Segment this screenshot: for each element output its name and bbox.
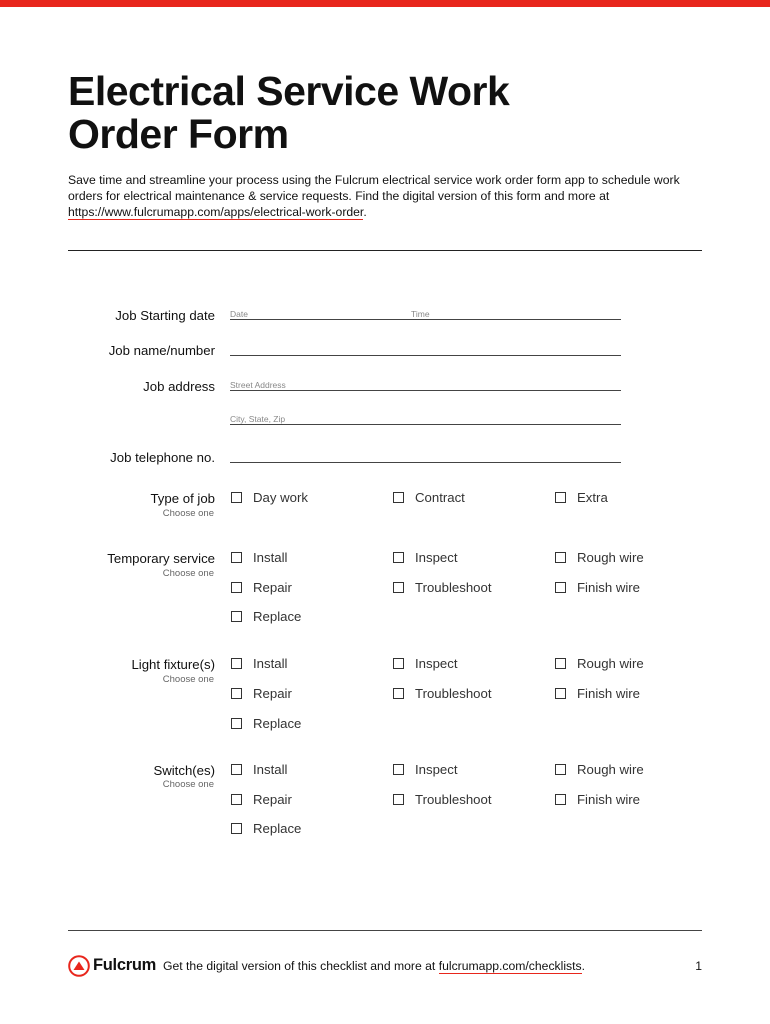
option-label: Install	[253, 762, 288, 777]
checkbox[interactable]	[231, 658, 242, 669]
checkbox[interactable]	[231, 764, 242, 775]
checkbox[interactable]	[393, 582, 404, 593]
intro-text: Save time and streamline your process using the Fulcrum electrical service work order form app to schedule work orders for electrical maintenance & service requests. Find the digital version of this form and more at	[68, 173, 680, 203]
option-label: Replace	[253, 716, 302, 731]
checkbox[interactable]	[393, 688, 404, 699]
type-of-job-hint: Choose one	[162, 508, 214, 519]
checkbox[interactable]	[393, 552, 404, 563]
footer-end: .	[581, 959, 586, 973]
checkbox[interactable]	[231, 823, 242, 834]
city-state-zip-field[interactable]	[230, 424, 621, 425]
option-label: Repair	[253, 580, 292, 595]
job-address-label: Job address	[143, 379, 215, 394]
checkbox[interactable]	[555, 688, 566, 699]
option-label: Finish wire	[577, 580, 641, 595]
checkbox[interactable]	[555, 552, 566, 563]
checkbox[interactable]	[555, 492, 566, 503]
telephone-label: Job telephone no.	[110, 450, 215, 465]
fulcrum-logo-icon	[68, 955, 90, 977]
switches-hint: Choose one	[162, 779, 214, 790]
checkbox[interactable]	[555, 764, 566, 775]
start-date-label: Job Starting date	[115, 308, 215, 323]
intro-paragraph	[68, 172, 708, 220]
title-line-2: Order Form	[68, 111, 289, 157]
job-name-label: Job name/number	[108, 343, 215, 358]
intro-end: .	[363, 205, 367, 219]
checkbox[interactable]	[231, 492, 242, 503]
option-label: Rough wire	[577, 550, 644, 565]
telephone-field[interactable]	[230, 462, 621, 463]
date-hint: Date	[230, 309, 248, 319]
time-hint: Time	[411, 309, 430, 319]
top-accent-bar	[0, 0, 770, 7]
option-label: Troubleshoot	[415, 792, 492, 807]
street-address-hint: Street Address	[230, 380, 286, 390]
option-label: Inspect	[415, 762, 458, 777]
option-label: Troubleshoot	[415, 580, 492, 595]
option-label: Extra	[577, 490, 608, 505]
checkbox[interactable]	[231, 718, 242, 729]
option-label: Replace	[253, 821, 302, 836]
fulcrum-logo-text: Fulcrum	[93, 956, 156, 974]
checkbox[interactable]	[393, 794, 404, 805]
street-address-field[interactable]	[230, 390, 621, 391]
option-label: Inspect	[415, 550, 458, 565]
checkbox[interactable]	[231, 582, 242, 593]
footer-divider	[68, 930, 702, 931]
light-fixtures-label: Light fixture(s)	[131, 657, 215, 672]
checkbox[interactable]	[231, 688, 242, 699]
checkbox[interactable]	[393, 658, 404, 669]
option-label: Inspect	[415, 656, 458, 671]
option-label: Install	[253, 656, 288, 671]
option-label: Replace	[253, 609, 302, 624]
footer-text: Get the digital version of this checklist and more at	[163, 959, 439, 973]
temporary-service-label: Temporary service	[107, 551, 215, 566]
job-name-field[interactable]	[230, 355, 621, 356]
option-label: Install	[253, 550, 288, 565]
footer-note	[163, 959, 585, 973]
start-date-field[interactable]	[230, 319, 621, 320]
checkbox[interactable]	[231, 611, 242, 622]
option-label: Rough wire	[577, 656, 644, 671]
city-state-zip-hint: City, State, Zip	[230, 414, 286, 424]
option-label: Rough wire	[577, 762, 644, 777]
checkbox[interactable]	[555, 794, 566, 805]
option-label: Repair	[253, 792, 292, 807]
page-title	[68, 70, 668, 156]
checkbox[interactable]	[393, 492, 404, 503]
option-label: Contract	[415, 490, 465, 505]
title-line-1: Electrical Service Work	[68, 68, 510, 114]
footer-link[interactable]: fulcrumapp.com/checklists	[438, 959, 582, 973]
option-label: Troubleshoot	[415, 686, 492, 701]
checkbox[interactable]	[393, 764, 404, 775]
light-fixtures-hint: Choose one	[162, 674, 214, 685]
temporary-service-hint: Choose one	[162, 568, 214, 579]
checkbox[interactable]	[555, 582, 566, 593]
intro-link[interactable]: https://www.fulcrumapp.com/apps/electrical-work-order	[68, 205, 364, 219]
switches-label: Switch(es)	[153, 763, 215, 778]
checkbox[interactable]	[231, 552, 242, 563]
page-number: 1	[695, 959, 702, 973]
checkbox[interactable]	[555, 658, 566, 669]
checkbox[interactable]	[231, 794, 242, 805]
option-label: Day work	[253, 490, 308, 505]
header-divider	[68, 250, 702, 251]
type-of-job-label: Type of job	[150, 491, 215, 506]
option-label: Repair	[253, 686, 292, 701]
option-label: Finish wire	[577, 686, 641, 701]
option-label: Finish wire	[577, 792, 641, 807]
